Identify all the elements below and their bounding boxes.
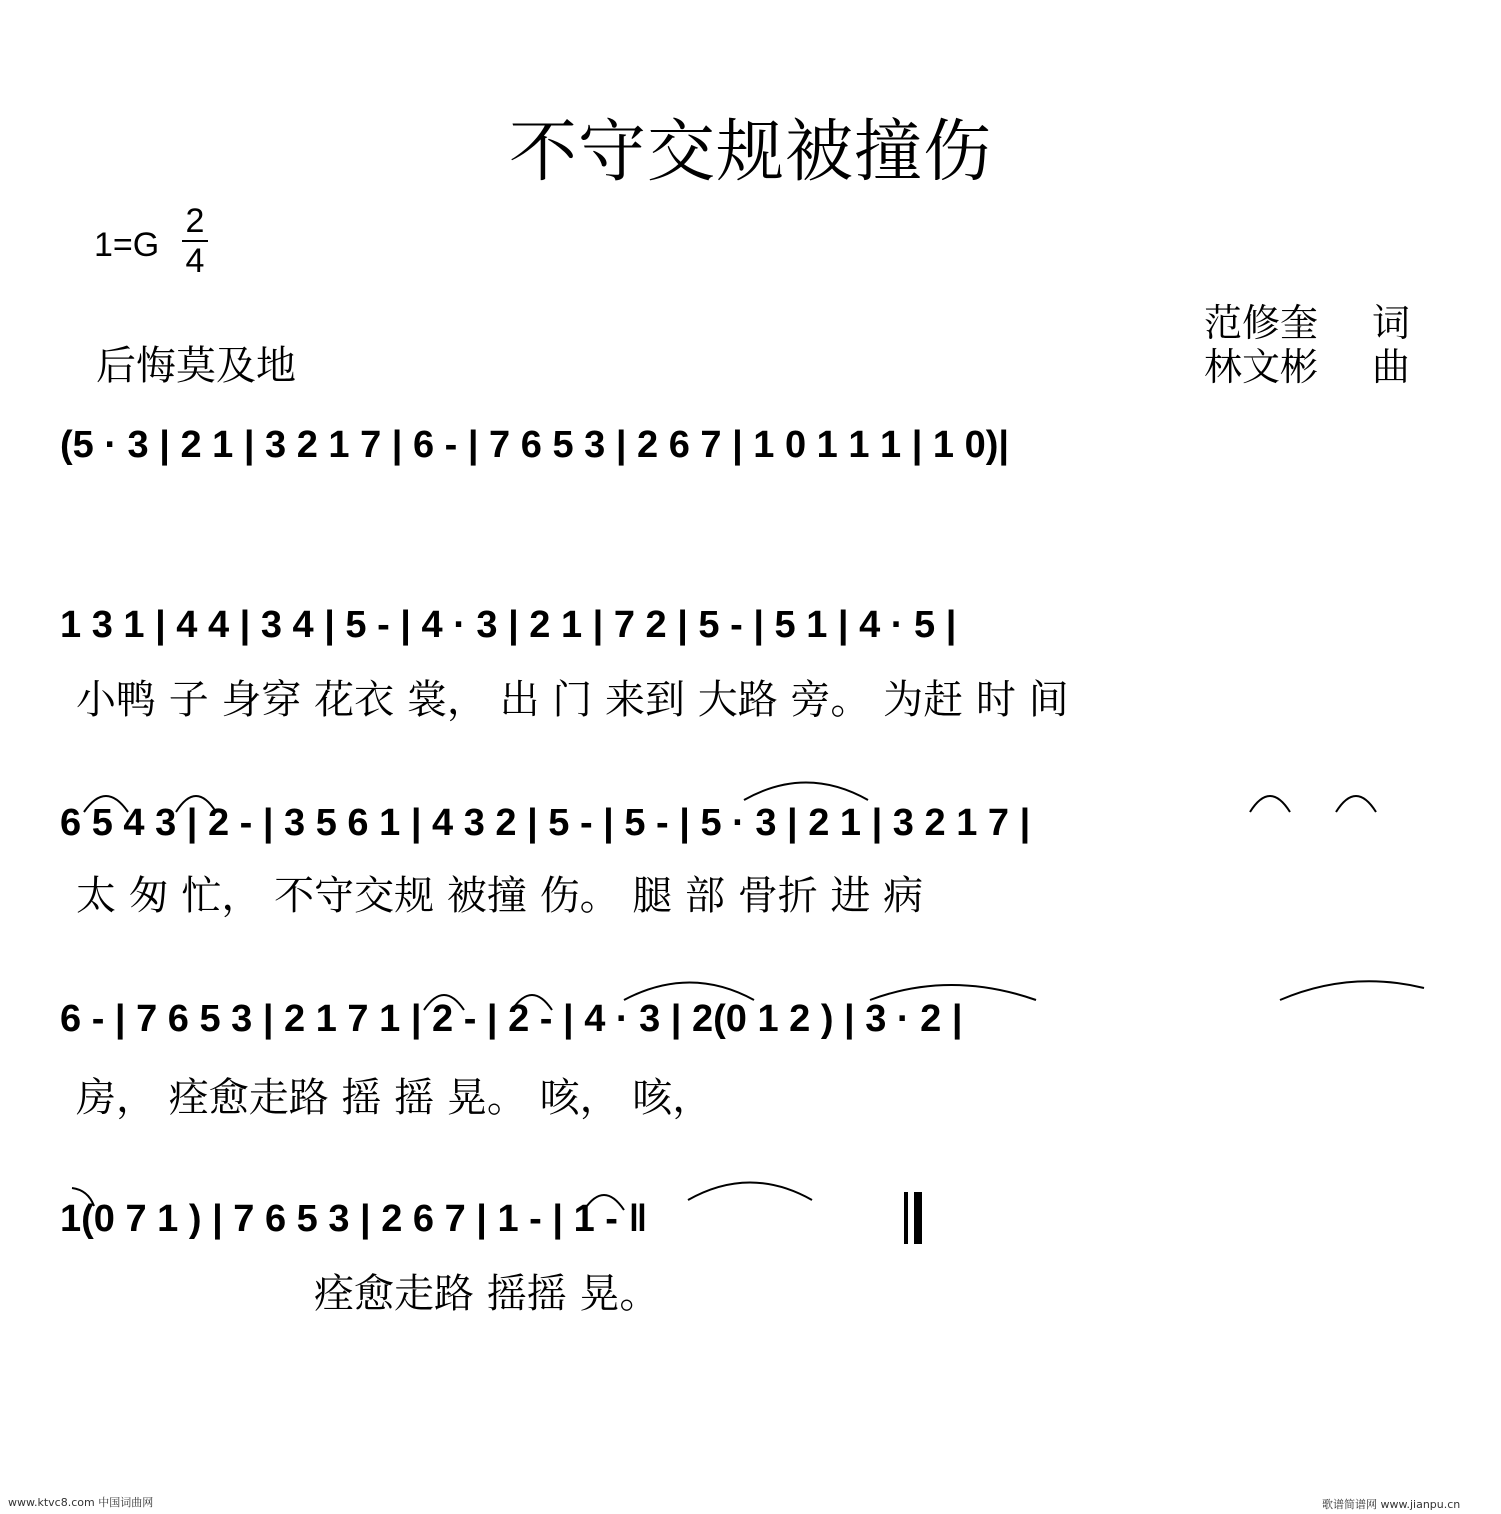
- lyrics-row-2: 小鸭 子 身穿 花衣 裳， 出 门 来到 大路 旁。 为赶 时 间: [76, 677, 1069, 723]
- slur: [1336, 796, 1376, 812]
- tie: [688, 1183, 812, 1201]
- time-signature-bottom: 4: [185, 242, 205, 280]
- key-signature: 1=G: [94, 226, 160, 264]
- notation-row-1: (5 · 3 | 2 1 | 3 2 1 7 | 6 - | 7 6 5 3 | 2 6 7 | 1 0 1 1 1 | 1 0)|: [60, 424, 1010, 466]
- watermark-right: 歌谱简谱网 www.jianpu.cn: [1322, 1498, 1461, 1511]
- composer-name: 林文彬: [1204, 345, 1319, 389]
- lyricist-role: 词: [1372, 301, 1411, 345]
- slur: [176, 796, 216, 812]
- watermark-left: www.ktvc8.com 中国词曲网: [8, 1496, 154, 1509]
- final-barline-thick: [914, 1192, 922, 1244]
- slur: [1250, 796, 1290, 812]
- lyrics-row-5: 痊愈走路 摇摇 晃。: [314, 1271, 660, 1317]
- final-barline-thin: [904, 1192, 908, 1244]
- slur: [84, 796, 128, 812]
- lyrics-row-4: 房， 痊愈走路 摇 摇 晃。 咳， 咳，: [76, 1075, 713, 1121]
- slur: [72, 1188, 94, 1206]
- notation-row-3: 6 5 4 3 | 2 - | 3 5 6 1 | 4 3 2 | 5 - | 5 - | 5 · 3 | 2 1 | 3 2 1 7 |: [60, 802, 1031, 844]
- time-signature-top: 2: [185, 202, 205, 240]
- slur: [870, 985, 1036, 1000]
- notation-row-5: 1(0 7 1 ) | 7 6 5 3 | 2 6 7 | 1 - | 1 - ‖: [60, 1198, 648, 1240]
- slur: [424, 995, 464, 1010]
- tempo-expression: 后悔莫及地: [96, 343, 296, 389]
- slur: [512, 995, 552, 1010]
- slur: [584, 1195, 624, 1210]
- lyricist-name: 范修奎: [1204, 301, 1319, 345]
- lyrics-row-3: 太 匆 忙， 不守交规 被撞 伤。 腿 部 骨折 进 病: [76, 873, 924, 919]
- tie: [624, 983, 754, 1001]
- notation-row-4: 6 - | 7 6 5 3 | 2 1 7 1 | 2 - | 2 - | 4 · 3 | 2(0 1 2 ) | 3 · 2 |: [60, 998, 963, 1040]
- slur: [1280, 981, 1424, 1000]
- notation-row-2: 1 3 1 | 4 4 | 3 4 | 5 - | 4 · 3 | 2 1 | 7 2 | 5 - | 5 1 | 4 · 5 |: [60, 604, 957, 646]
- composer-role: 曲: [1372, 345, 1411, 389]
- song-title: 不守交规被撞伤: [508, 113, 992, 192]
- tie: [744, 783, 868, 801]
